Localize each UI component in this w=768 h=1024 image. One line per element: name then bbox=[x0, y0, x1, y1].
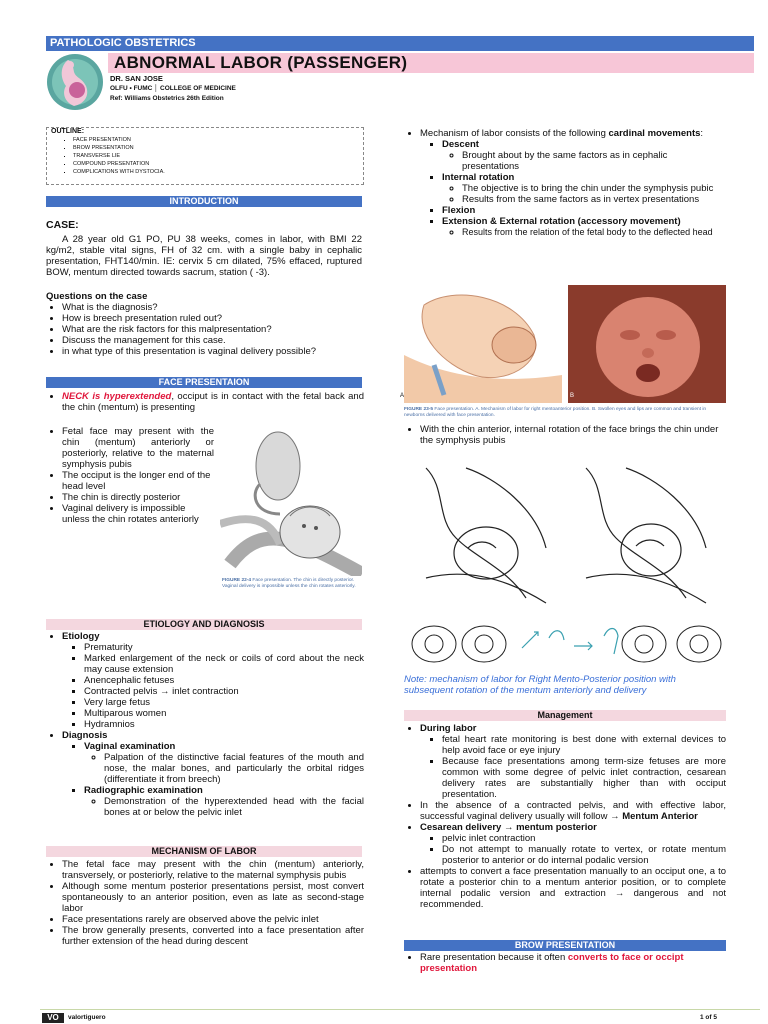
etiology-subitem: ▪ Very large fetus bbox=[84, 697, 364, 708]
cardinal-sublist bbox=[420, 139, 726, 238]
page-number: 1 of 5 bbox=[700, 1014, 717, 1021]
face-item: • The chin is directly posterior bbox=[62, 492, 214, 503]
etiology-subitem: ▪ Marked enlargement of the neck or coils of cord about the neck may cause extension bbox=[84, 653, 364, 675]
diagnosis-subitem bbox=[84, 741, 364, 785]
outline-item: ▪ FACE PRESENTATION bbox=[73, 136, 363, 144]
flexion-label: Flexion bbox=[442, 205, 476, 216]
outline-item: ▪ BROW PRESENTATION bbox=[73, 144, 363, 152]
questions-block bbox=[46, 291, 362, 357]
etiology-sublist bbox=[62, 642, 364, 730]
etiology-subitem: ▪ Multiparous women bbox=[84, 708, 364, 719]
diagnosis-sublist bbox=[62, 741, 364, 818]
cesarean-item: ▪ pelvic inlet contraction bbox=[442, 833, 726, 844]
case-block bbox=[46, 220, 362, 278]
face-list bbox=[46, 426, 214, 525]
mechanism-block bbox=[46, 859, 364, 947]
face-figure-caption bbox=[222, 578, 364, 590]
internal-text: ◦ The objective is to bring the chin under the symphysis pubic bbox=[462, 183, 726, 194]
figure-label-a: A bbox=[400, 393, 405, 399]
during-label: During labor bbox=[420, 723, 477, 734]
mechanism-note: Note: mechanism of labor for Right Mento-Posterior position with subsequent rotation of the mentum anteriorly and delivery bbox=[404, 674, 676, 696]
diagnosis-subitem bbox=[84, 785, 364, 818]
outline-box bbox=[46, 127, 364, 185]
brow-text: Rare presentation because it often bbox=[420, 952, 568, 963]
diagnosis-label: Diagnosis bbox=[62, 730, 108, 741]
face-item-rest: , occiput is in contact with the fetal back and the chin (mentum) is presenting bbox=[62, 391, 364, 413]
cesarean-label: Cesarean delivery → mentum posterior bbox=[420, 822, 597, 833]
during-item: ▪ Because face presentations among term-size fetuses are more common with some degree of pelvic inlet contraction, cesarean delivery rates are substantially higher than with occiput presentation. bbox=[442, 756, 726, 800]
photo-caption-bold: FIGURE 23-5 bbox=[404, 407, 434, 412]
intro-heading: INTRODUCTION bbox=[46, 196, 362, 207]
internal-label: Internal rotation bbox=[442, 172, 515, 183]
mentum-anterior: Mentum Anterior bbox=[622, 811, 698, 822]
outline-item: ▪ COMPOUND PRESENTATION bbox=[73, 160, 363, 168]
questions-list bbox=[46, 302, 362, 357]
management-block bbox=[404, 723, 726, 910]
radio-text: ◦ Demonstration of the hyperextended head with the facial bones at or below the pelvic inlet bbox=[104, 796, 364, 818]
caption-bold: FIGURE 22-4 bbox=[222, 578, 252, 583]
question-item: • What is the diagnosis? bbox=[62, 302, 362, 313]
school: OLFU • FUMC │ COLLEGE OF MEDICINE bbox=[110, 85, 236, 92]
case-label: CASE: bbox=[46, 219, 79, 231]
question-item: • What are the risk factors for this malpresentation? bbox=[62, 324, 362, 335]
neck-hyperextended: NECK is hyperextended bbox=[62, 391, 172, 402]
vaginal-label: Vaginal examination bbox=[84, 741, 176, 752]
descent-text: ◦ Brought about by the same factors as in cephalic presentations bbox=[462, 150, 726, 172]
extension-text: ◦ Results from the relation of the fetal body to the deflected head bbox=[462, 227, 726, 238]
etiology-block bbox=[46, 631, 364, 818]
radio-label: Radiographic examination bbox=[84, 785, 203, 796]
mechanism-item: • Although some mentum posterior presentations persist, most convert spontaneously to an anterior position, even as late as second-stage labor bbox=[62, 881, 364, 914]
page-title: ABNORMAL LABOR (PASSENGER) bbox=[108, 53, 754, 73]
vo-logo-icon: VO bbox=[42, 1013, 64, 1023]
footer-brand: valortiguero bbox=[68, 1014, 106, 1021]
face-heading: FACE PRESENTAION bbox=[46, 377, 362, 388]
diagnosis-item bbox=[62, 730, 364, 818]
course-bar: PATHOLOGIC OBSTETRICS bbox=[46, 36, 754, 51]
brow-block bbox=[404, 952, 726, 974]
rotation-line-drawings bbox=[406, 458, 726, 606]
reference: Ref: Williams Obstetrics 26th Edition bbox=[110, 95, 224, 102]
cardinal-block bbox=[404, 128, 726, 238]
etiology-subitem: ▪ Hydramnios bbox=[84, 719, 364, 730]
author: DR. SAN JOSE bbox=[110, 74, 163, 83]
cesarean-item: ▪ Do not attempt to manually rotate to vertex, or rotate mentum posterior to anterior or do internal podalic version bbox=[442, 844, 726, 866]
extension-label: Extension & External rotation (accessory movement) bbox=[442, 216, 681, 227]
cardinal-pre: Mechanism of labor consists of the following bbox=[420, 128, 609, 139]
mechanism-item: • The brow generally presents, converted into a face presentation after further extension of the head during descent bbox=[62, 925, 364, 947]
management-item bbox=[420, 800, 726, 822]
etiology-subitem: ▪ Contracted pelvis → inlet contraction bbox=[84, 686, 364, 697]
cardinal-subitem bbox=[442, 216, 726, 238]
cardinal-post: : bbox=[700, 128, 704, 139]
descent-label: Descent bbox=[442, 139, 479, 150]
management-item bbox=[420, 723, 726, 800]
mechanism-item: • The fetal face may present with the chin (mentum) anteriorly, transversely, or posteriorly, relative to the maternal symphysis pubis bbox=[62, 859, 364, 881]
management-heading: Management bbox=[404, 710, 726, 721]
outline-item: ▪ TRANSVERSE LIE bbox=[73, 152, 363, 160]
cardinal-subitem bbox=[442, 172, 726, 205]
outline-item: ▪ COMPLICATIONS WITH DYSTOCIA. bbox=[73, 168, 363, 176]
question-item: • Discuss the management for this case. bbox=[62, 335, 362, 346]
etiology-subitem: ▪ Prematurity bbox=[84, 642, 364, 653]
chin-anterior-text: • With the chin anterior, internal rotation of the face brings the chin under the symphysis pubis bbox=[420, 424, 726, 446]
face-presentation-figure bbox=[220, 424, 362, 576]
newborn-photo-b bbox=[568, 285, 726, 403]
etiology-heading: ETIOLOGY AND DIAGNOSIS bbox=[46, 619, 362, 630]
footer-divider bbox=[40, 1009, 760, 1010]
outline-heading: OUTLINE: bbox=[51, 128, 85, 135]
brow-item bbox=[420, 952, 726, 974]
vaginal-text: ◦ Palpation of the distinctive facial features of the mouth and nose, the malar bones, and particularly the orbital ridges (differentiate it from breech) bbox=[104, 752, 364, 785]
management-item: • attempts to convert a face presentation manually to an occiput one, a to rotate a posterior chin to a mentum anterior position, or to complete internal podalic version and extraction → dangerous and not recommended. bbox=[420, 866, 726, 910]
question-item: • How is breech presentation ruled out? bbox=[62, 313, 362, 324]
caption-text: Face presentation. The chin is directly posterior. Vaginal delivery is impossible unless the chin rotates anteriorly. bbox=[222, 578, 356, 589]
photo-caption bbox=[404, 407, 726, 419]
pregnancy-logo-icon bbox=[46, 52, 104, 112]
mechanism-heading: MECHANISM OF LABOR bbox=[46, 846, 362, 857]
figure-label-b: B bbox=[570, 393, 575, 399]
face-item bbox=[62, 391, 364, 413]
etiology-subitem: ▪ Anencephalic fetuses bbox=[84, 675, 364, 686]
etiology-item bbox=[62, 631, 364, 730]
cardinal-subitem bbox=[442, 139, 726, 172]
question-item: • in what type of this presentation is vaginal delivery possible? bbox=[62, 346, 362, 357]
internal-text: ◦ Results from the same factors as in vertex presentations bbox=[462, 194, 726, 205]
during-item: ▪ fetal heart rate monitoring is best done with external devices to help avoid face or eye injury bbox=[442, 734, 726, 756]
face-item: • Fetal face may present with the chin (mentum) anteriorly or posteriorly, relative to the maternal symphysis pubis bbox=[62, 426, 214, 470]
case-text: A 28 year old G1 PO, PU 38 weeks, comes in labor, with BMI 22 kg/m2, stable vital signs, FH of 32 cm. with a single baby in cephalic presentation, FHT140/min. IE: cervix 5 cm dilated, 75% effaced, ruptured BOW, mentum directed towards sacrum, station ( -3). bbox=[46, 234, 362, 278]
mechanism-item: • Face presentations rarely are observed above the pelvic inlet bbox=[62, 914, 364, 925]
etiology-label: Etiology bbox=[62, 631, 100, 642]
management-item bbox=[420, 822, 726, 866]
cardinal-item bbox=[420, 128, 726, 238]
cardinal-subitem bbox=[442, 205, 726, 216]
mechanism-illustration-a bbox=[404, 285, 562, 403]
brow-heading: BROW PRESENTATION bbox=[404, 940, 726, 951]
face-item: • Vaginal delivery is impossible unless the chin rotates anteriorly bbox=[62, 503, 214, 525]
header-meta bbox=[110, 74, 236, 104]
outline-list bbox=[47, 136, 363, 176]
photo-caption-text: Face presentation. A. Mechanism of labor for right mentoanterior position. B. Swollen eyes and lips are common and transient in newborns delivered with face presentation. bbox=[404, 407, 707, 418]
cardinal-bold: cardinal movements bbox=[608, 128, 701, 139]
questions-label: Questions on the case bbox=[46, 291, 148, 302]
face-first-item bbox=[46, 391, 364, 413]
face-item: • The occiput is the longer end of the head level bbox=[62, 470, 214, 492]
brow-red-text: converts to face or occipt presentation bbox=[420, 952, 684, 974]
chin-anterior-block bbox=[404, 424, 726, 446]
mechanism-sequence-diagram bbox=[404, 618, 726, 670]
contracted-text: In the absence of a contracted pelvis, and with effective labor, successful vaginal delivery usually will follow → bbox=[420, 800, 726, 822]
